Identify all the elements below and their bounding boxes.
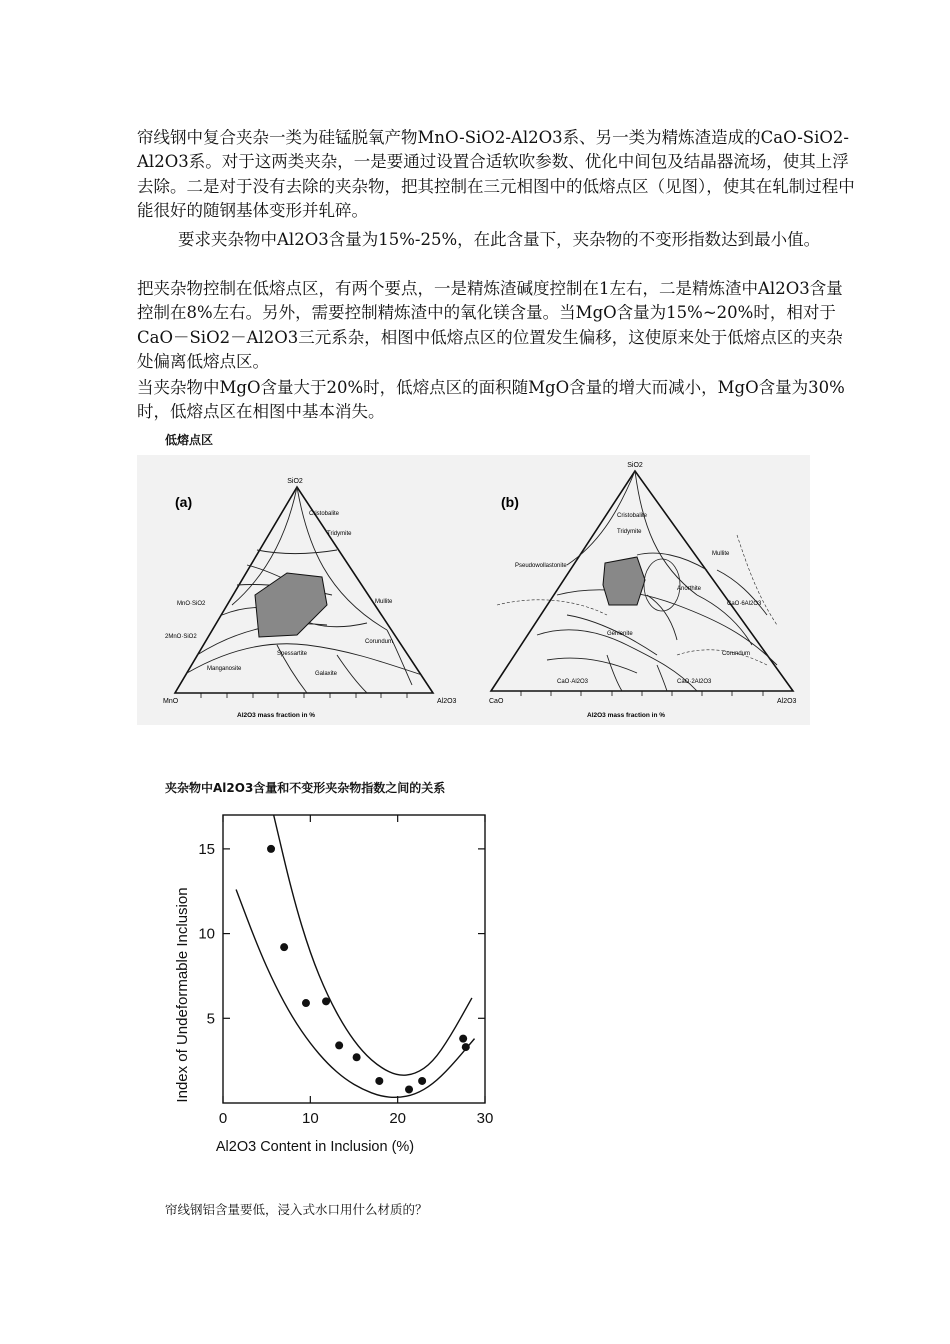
diagram-b-label-cao-al2o3: CaO·Al2O3 xyxy=(557,679,589,685)
chart-data-point xyxy=(418,1077,426,1085)
chart-lower-bound-curve xyxy=(236,890,474,1098)
chart-data-point xyxy=(375,1077,383,1085)
chart-x-tick-label: 10 xyxy=(301,1110,319,1127)
diagram-a-label-mno-sio2: MnO·SiO2 xyxy=(177,601,206,607)
diagram-b-label-cao-6al2o3: CaO·6Al2O3 xyxy=(727,601,762,607)
diagram-a-right-corner-label: Al2O3 xyxy=(437,698,457,705)
diagram-a-left-corner-label: MnO xyxy=(163,698,179,705)
chart-x-tick-label: 0 xyxy=(218,1110,228,1127)
diagram-a-label-2mno-sio2: 2MnO·SiO2 xyxy=(165,634,197,640)
paragraph-2: 要求夹杂物中Al2O3含量为15%-25%，在此含量下，夹杂物的不变形指数达到最小值。 xyxy=(178,230,821,249)
diagram-b-apex-label: SiO2 xyxy=(627,462,643,469)
diagram-b-label-corundum: Corundum xyxy=(722,651,751,657)
diagram-b-label-tridymite: Tridymite xyxy=(617,529,642,535)
chart-data-point xyxy=(322,997,330,1005)
diagram-a-label-cristobalite: Cristobalite xyxy=(309,511,340,517)
diagram-a-label-mullite: Mullite xyxy=(375,599,393,605)
chart-data-point xyxy=(335,1041,343,1049)
diagram-b-label-gehlenite: Gehlenite xyxy=(607,631,633,637)
diagram-b-low-melting-zone xyxy=(603,557,645,605)
diagram-b-panel-label: (b) xyxy=(501,494,519,510)
diagram-a-bottom-axis-label: Al2O3 mass fraction in % xyxy=(237,712,316,719)
diagram-b-label-cristobalite: Cristobalite xyxy=(617,513,648,519)
diagram-a-apex-label: SiO2 xyxy=(287,478,303,485)
chart-data-point xyxy=(459,1035,467,1043)
chart-data-point xyxy=(280,943,288,951)
diagram-a-label-tridymite: Tridymite xyxy=(327,531,352,537)
chart-data-point xyxy=(267,845,275,853)
figure-caption-low-melting-zone: 低熔点区 xyxy=(165,433,214,447)
chart-x-axis-label xyxy=(216,1139,414,1155)
chart-x-tick-label: 30 xyxy=(476,1110,494,1127)
chart-data-point xyxy=(302,999,310,1007)
chart-data-point xyxy=(353,1053,361,1061)
diagram-b-label-pseudowollastonite: Pseudowollastonite xyxy=(515,563,567,569)
chart-upper-bound-curve xyxy=(274,815,472,1075)
paragraph-1: 帘线钢中复合夹杂一类为硅锰脱氧产物MnO-SiO2-Al2O3系、另一类为精炼渣造成的CaO-SiO2-Al2O3系。对于这两类夹杂，一是要通过设置合适软吹参数、优化中间包及结晶器流场，使其上浮去除。二是对于没有去除的夹杂物，把其控制在三元相图中的低熔点区（见图），使其在轧制过程中能很好的随钢基体变形并轧碎。 xyxy=(137,128,855,220)
diagram-b-label-anorthite: Anorthite xyxy=(677,586,702,592)
paragraph-3: 把夹杂物控制在低熔点区，有两个要点，一是精炼渣碱度控制在1左右，二是精炼渣中Al2O3含量控制在8%左右。另外，需要控制精炼渣中的氧化镁含量。当MgO含量为15%~20%时，相对于CaO－SiO2－Al2O3三元系杂，相图中低熔点区的位置发生偏移，这使原来处于低熔点区的夹杂处偏离低熔点区。 xyxy=(137,279,843,371)
chart-data-point xyxy=(462,1043,470,1051)
diagram-a-label-spessartite: Spessartite xyxy=(277,651,308,657)
undeformable-index-chart xyxy=(165,805,505,1165)
diagram-b-label-mullite: Mullite xyxy=(712,551,730,557)
ternary-diagrams-figure xyxy=(137,455,810,725)
diagram-a-label-corundum: Corundum xyxy=(365,639,394,645)
paragraph-4: 当夹杂物中MgO含量大于20%时，低熔点区的面积随MgO含量的增大而减小，MgO含量为30%时，低熔点区在相图中基本消失。 xyxy=(137,378,845,422)
chart-y-tick-label: 5 xyxy=(206,1010,215,1028)
figure-caption-al2o3-index-relation: 夹杂物中Al2O3含量和不变形夹杂物指数之间的关系 xyxy=(165,781,446,795)
diagram-b-right-corner-label: Al2O3 xyxy=(777,698,797,705)
chart-y-axis-label: Index of Undeformable Inclusion xyxy=(174,887,191,1103)
chart-y-tick-label: 15 xyxy=(198,840,215,858)
diagram-a-label-galaxite: Galaxite xyxy=(315,671,338,677)
diagram-a-label-manganosite: Manganosite xyxy=(207,666,242,672)
diagram-b-label-cao-2al2o3: CaO·2Al2O3 xyxy=(677,679,712,685)
chart-data-point xyxy=(405,1085,413,1093)
chart-x-tick-label: 20 xyxy=(389,1110,407,1127)
diagram-b-bottom-axis-label: Al2O3 mass fraction in % xyxy=(587,712,666,719)
chart-x-axis-label-text: Al2O3 Content in Inclusion (%) xyxy=(215,1139,415,1155)
closing-question: 帘线钢铝含量要低，浸入式水口用什么材质的？ xyxy=(165,1202,428,1217)
diagram-a-panel-label: (a) xyxy=(175,494,193,510)
diagram-b-left-corner-label: CaO xyxy=(489,698,504,705)
chart-y-tick-label: 10 xyxy=(198,925,215,943)
